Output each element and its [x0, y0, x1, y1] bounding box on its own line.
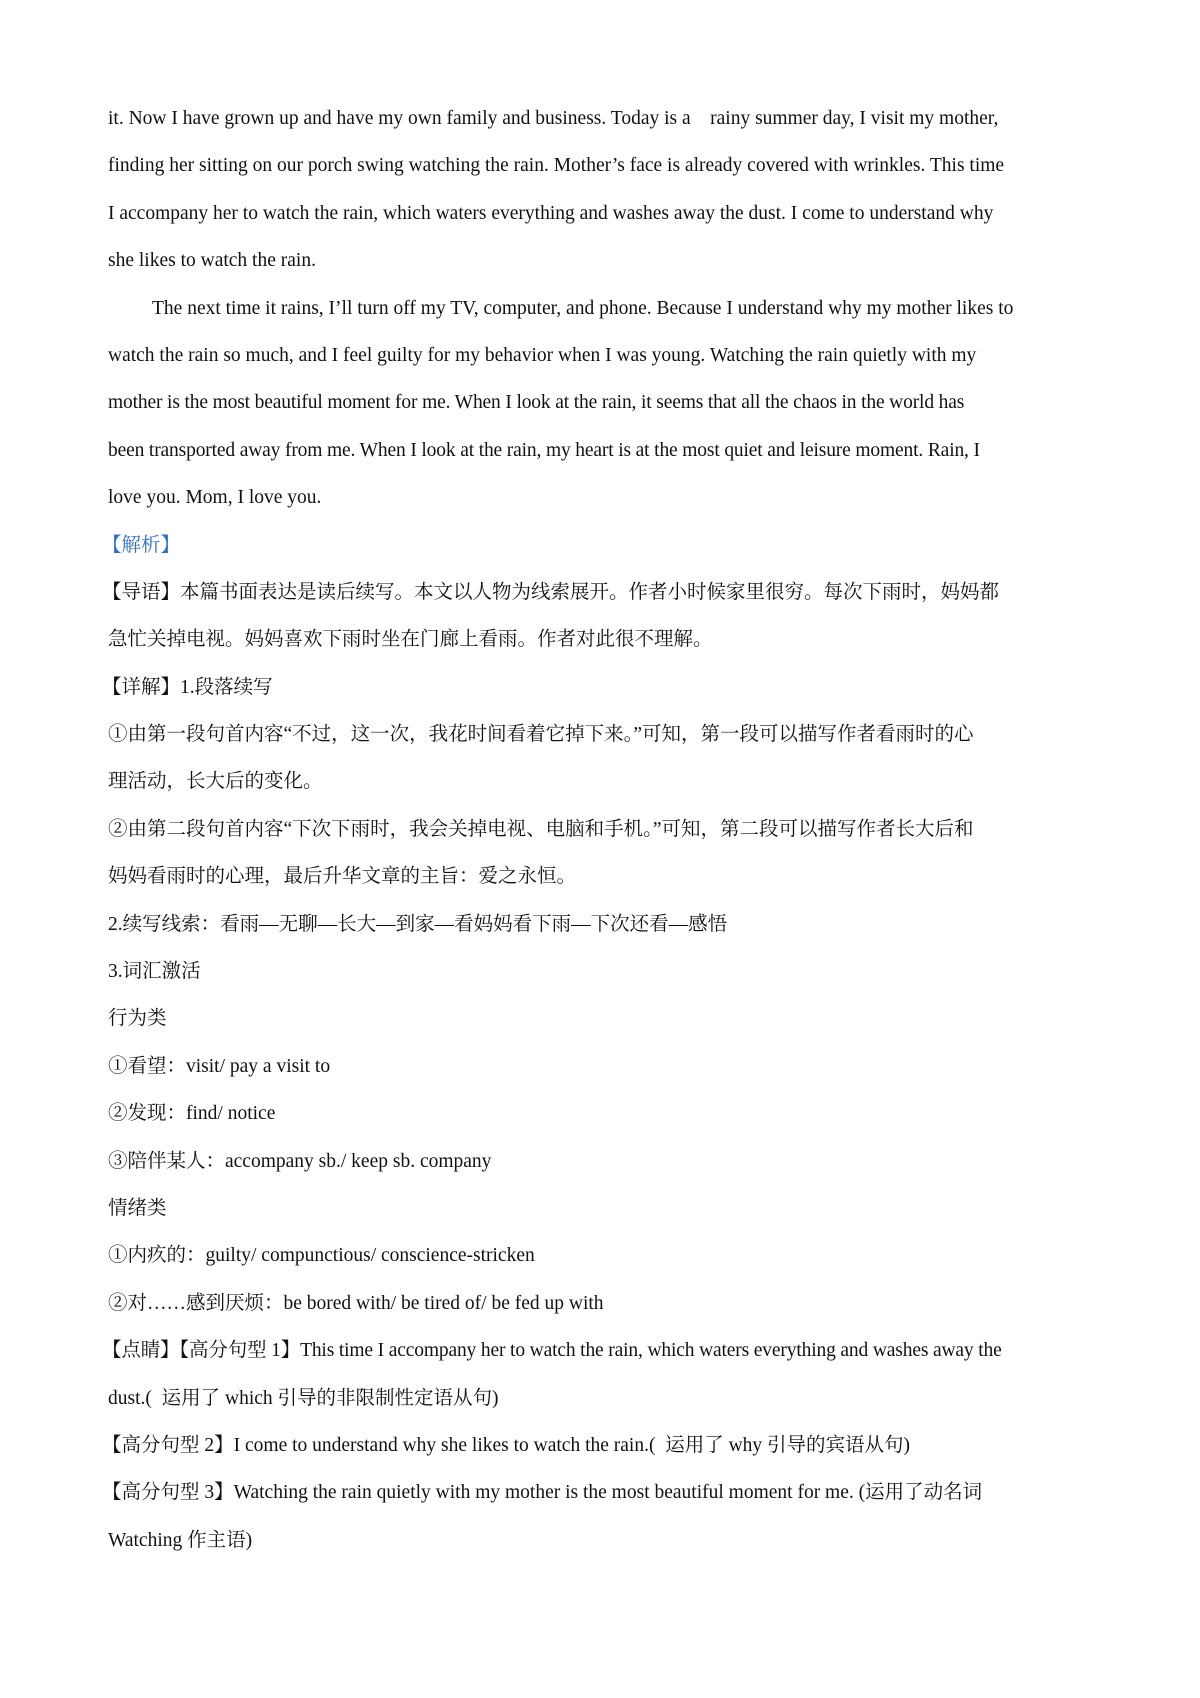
document-body: [102, 95, 1108, 1564]
text-line: 妈妈看雨时的心理，最后升华文章的主旨：爱之永恒。: [108, 866, 577, 888]
highlight-sentence-1: [102, 1327, 1108, 1422]
action-heading: 行为类: [108, 1008, 167, 1030]
vocab-item: ①看望：visit/ pay a visit to: [108, 1055, 331, 1077]
text-line: dust.( 运用了 which 引导的非限制性定语从句): [108, 1387, 499, 1409]
essay-paragraph-2: [108, 285, 1108, 522]
emotion-heading: 情绪类: [108, 1197, 167, 1219]
detail-point-2: [108, 806, 1108, 901]
vocab-item: ②发现：find/ notice: [108, 1103, 276, 1125]
vocab-item: ①内疚的：guilty/ compunctious/ conscience-stricken: [108, 1245, 535, 1267]
text-line: 理活动，长大后的变化。: [108, 771, 323, 793]
essay-paragraph-1: [108, 95, 1108, 285]
vocab-item: ②对……感到厌烦：be bored with/ be tired of/ be fed up with: [108, 1292, 604, 1314]
text-line: finding her sitting on our porch swing watching the rain. Mother’s face is already covered with wrinkles. This time: [108, 155, 1005, 177]
vocab-item: ③陪伴某人：accompany sb./ keep sb. company: [108, 1150, 492, 1172]
text-line: it. Now I have grown up and have my own family and business. Today is a rainy summer day, I visit my mother,: [108, 108, 999, 129]
detail-point-1: [108, 711, 1108, 806]
analysis-intro: [102, 569, 1108, 664]
text-line: 【导语】本篇书面表达是读后续写。本文以人物为线索展开。作者小时候家里很穷。每次下雨时，妈妈都: [102, 581, 1000, 603]
text-line: ①由第一段句首内容“不过，这一次，我花时间看着它掉下来。”可知，第一段可以描写作者看雨时的心: [108, 724, 974, 746]
vocab-heading: 3.词汇激活: [108, 961, 201, 983]
text-line: 【高分句型 3】Watching the rain quietly with my mother is the most beautiful moment for me. (运用了动名词: [102, 1482, 983, 1504]
text-line: love you. Mom, I love you.: [108, 487, 322, 509]
text-line: I accompany her to watch the rain, which waters everything and washes away the dust. I come to understand why: [108, 202, 994, 224]
text-line: been transported away from me. When I look at the rain, my heart is at the most quiet and leisure moment. Rain, I: [108, 439, 980, 461]
highlight-sentence-3: [102, 1469, 1108, 1564]
text-line: ②由第二段句首内容“下次下雨时，我会关掉电视、电脑和手机。”可知，第二段可以描写作者长大后和: [108, 818, 974, 840]
detail-heading: 【详解】1.段落续写: [102, 676, 273, 698]
text-line: she likes to watch the rain.: [108, 250, 316, 272]
text-line: Watching 作主语): [108, 1529, 253, 1551]
analysis-heading: 【解析】: [102, 534, 181, 556]
text-line: mother is the most beautiful moment for me. When I look at the rain, it seems that all the chaos in the world has: [108, 392, 965, 414]
writing-clue: 2.续写线索：看雨—无聊—长大—到家—看妈妈看下雨—下次还看—感悟: [108, 913, 728, 935]
highlight-sentence-2: 【高分句型 2】I come to understand why she likes to watch the rain.( 运用了 why 引导的宾语从句): [102, 1434, 911, 1456]
text-line: 【点睛】【高分句型 1】This time I accompany her to watch the rain, which waters everything and washes away the: [102, 1340, 1002, 1362]
text-line: 急忙关掉电视。妈妈喜欢下雨时坐在门廊上看雨。作者对此很不理解。: [108, 629, 713, 651]
text-line: watch the rain so much, and I feel guilty for my behavior when I was young. Watching the rain quietly with my: [108, 344, 977, 366]
text-line: The next time it rains, I’ll turn off my TV, computer, and phone. Because I understand why my mother likes to: [152, 297, 1014, 319]
